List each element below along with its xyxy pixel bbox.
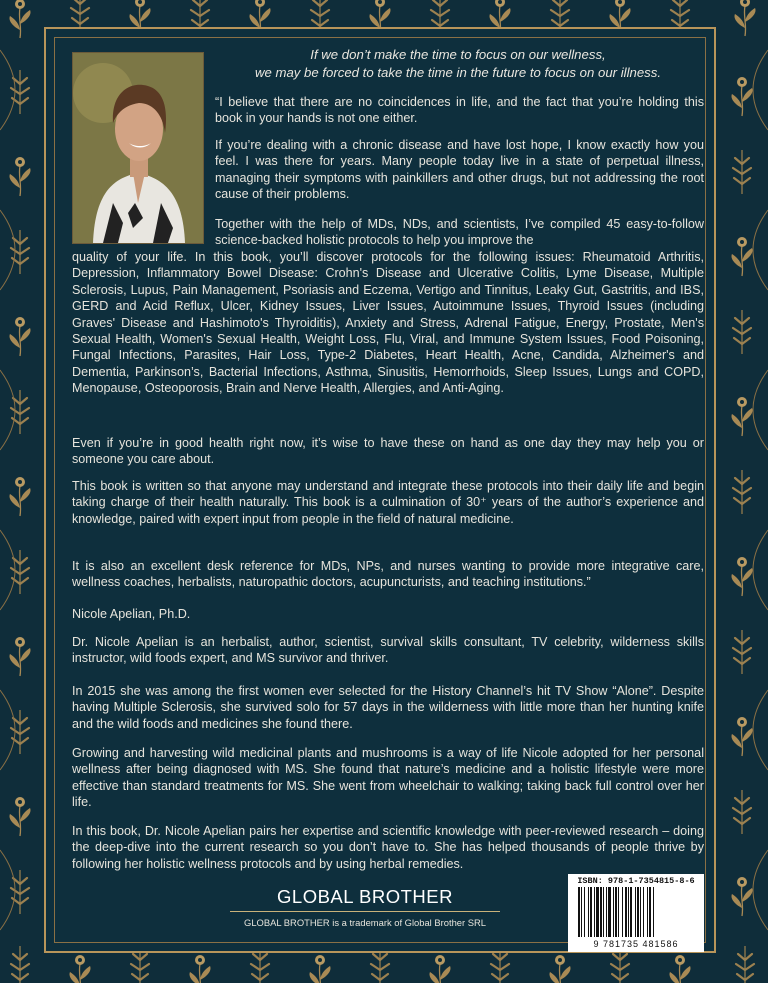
publisher-trademark: GLOBAL BROTHER is a trademark of Global Brother SRL <box>244 917 486 928</box>
author-photo <box>72 52 204 244</box>
barcode-digits: 9 781735 481586 <box>593 939 679 949</box>
quote-line-2: we may be forced to take the time in the future to focus on our illness. <box>254 65 662 80</box>
paragraph-alone-show: In 2015 she was among the first women ever selected for the History Channel’s hit TV Show “Alone”. Despite having Multiple Sclerosis, she survived solo for 57 days in the wilderness with little more than her hunting knife and the wild foods and medicines she found there. <box>72 684 704 731</box>
paragraph-research: In this book, Dr. Nicole Apelian pairs her expertise and scientific knowledge with peer-reviewed research – doing the deep-dive into the current research so you don’t have to. She has helped thousands of people thrive by following her holistic wellness protocols and by using herbal remedies. <box>72 824 704 871</box>
paragraph-book-purpose: This book is written so that anyone may understand and integrate these protocols into their daily life and begin taking charge of their health naturally. This book is a culmination of 30⁺ years of the author’s experience and knowledge, paired with expert input from people in the field of natural medicine. <box>72 479 704 526</box>
paragraph-desk-reference: It is also an excellent desk reference for MDs, NPs, and nurses wanting to provide more integrative care, wellness coaches, herbalists, naturopathic doctors, acupuncturists, and teaching institutions.” <box>72 559 704 590</box>
pattern-right <box>731 77 752 916</box>
paragraph-wellness-journey: Growing and harvesting wild medicinal plants and mushrooms is a way of life Nicole adopted for her personal wellness after being diagnosed with MS. She found that nature’s medicine and a holistic lifestyle were more effective than standard treatments for MS. She went from wheelchair to walking; taking back full control over her life. <box>72 746 704 810</box>
quote-line-1: If we don’t make the time to focus on our wellness, <box>310 47 606 62</box>
paragraph-author-bio: Dr. Nicole Apelian is an herbalist, author, scientist, survival skills consultant, TV celebrity, wilderness skills instructor, wild foods expert, and MS survivor and thriver. <box>72 635 704 666</box>
isbn-label: ISBN: 978-1-7354815-8-6 <box>577 876 695 886</box>
publisher-logo: GLOBAL BROTHER <box>230 886 500 912</box>
paragraph-good-health: Even if you’re in good health right now, it’s wise to have these on hand as one day they may help you or someone you care about. <box>72 436 704 467</box>
epigraph-quote <box>212 46 704 82</box>
paragraph-chronic-disease: If you’re dealing with a chronic disease and have lost hope, I know exactly how you feel. I was there for years. Many people today live in a state of perpetual illness, managing their symptoms with painkillers and other drugs, but not addressing the root cause of their problems. <box>215 138 704 202</box>
author-signature: Nicole Apelian, Ph.D. <box>72 607 191 621</box>
paragraph-protocols-list: quality of your life. In this book, you’ll discover protocols for the following issues: Rheumatoid Arthritis, Depression, Inflammatory Bowel Disease: Crohn's Disease and Ulcerative Colitis, Lyme Disease, Multiple Sclerosis, Lupus, Pain Management, Psoriasis and Eczema, Vertigo and Tinnitus, Leaky Gut, Gastritis, and IBS, GERD and Acid Reflux, Ulcer, Kidney Issues, Liver Issues, Autoimmune Issues, Thyroid Issues (including Graves' Disease and Hashimoto's Thyroiditis), Anxiety and Stress, Adrenal Fatigue, Energy, Prostate, Men's Sexual Health, Women's Sexual Health, Weight Loss, Flu, Viral, and Immune System Issues, Food Poisoning, Fungal Infections, Parasites, Hair Loss, Type-2 Diabetes, Heart Health, Acne, Candida, Alzheimer's and Dementia, Parkinson’s, Bacterial Infections, Asthma, Sinusitis, Hemorrhoids, Sleep Issues, Lungs and COPD, Menopause, Osteoporosis, Brain and Nerve Health, Allergies, and Anti-Aging. <box>72 250 704 396</box>
author-portrait-image <box>73 53 203 243</box>
isbn-barcode <box>568 874 704 952</box>
paragraph-protocols-start: Together with the help of MDs, NDs, and scientists, I’ve compiled 45 easy-to-follow science-backed holistic protocols to help you improve the <box>215 217 704 248</box>
paragraph-intro: “I believe that there are no coincidences in life, and the fact that you’re holding this book in your hands is not one either. <box>215 95 704 126</box>
pattern-left <box>9 70 30 914</box>
